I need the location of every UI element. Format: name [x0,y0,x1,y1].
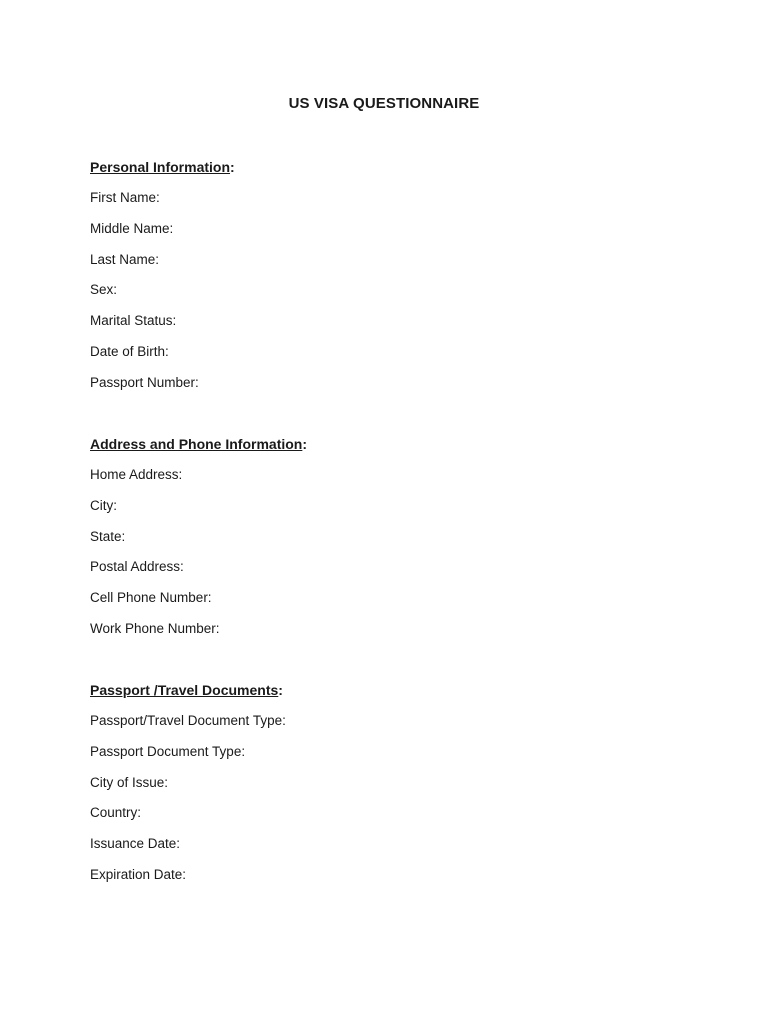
section-heading-colon: : [278,682,283,698]
document-title: US VISA QUESTIONNAIRE [288,95,480,112]
field-city-of-issue: City of Issue: [90,774,169,790]
field-passport-document-type: Passport Document Type: [90,743,246,759]
section-heading [90,435,690,466]
section-heading-colon: : [302,436,308,452]
section-heading-colon: : [230,159,235,175]
field-last-name: Last Name: [90,251,160,267]
field-marital-status: Marital Status: [90,313,177,329]
field-travel-document-type: Passport/Travel Document Type: [90,713,286,728]
field-sex: Sex: [90,282,118,298]
field-issuance-date: Issuance Date: [90,836,181,852]
field-home-address: Home Address: [90,467,183,482]
section-address-phone-information [90,435,690,651]
section-heading-text: Passport /Travel Documents [90,682,279,698]
field-first-name: First Name: [90,190,160,205]
field-cell-phone-number: Cell Phone Number: [90,590,212,606]
section-passport-travel-documents [90,681,690,897]
section-heading [90,681,690,712]
field-expiration-date: Expiration Date: [90,866,187,882]
section-personal-information [90,158,690,405]
field-postal-address: Postal Address: [90,559,184,575]
field-state: State: [90,528,126,544]
field-country: Country: [90,805,142,821]
field-date-of-birth: Date of Birth: [90,343,169,359]
field-passport-number: Passport Number: [90,374,199,390]
field-middle-name: Middle Name: [90,220,174,236]
section-heading-text: Personal Information [90,159,231,175]
field-city: City: [90,497,117,513]
section-heading-text: Address and Phone Information [90,436,303,452]
field-work-phone-number: Work Phone Number: [90,620,220,636]
section-heading [90,158,690,189]
